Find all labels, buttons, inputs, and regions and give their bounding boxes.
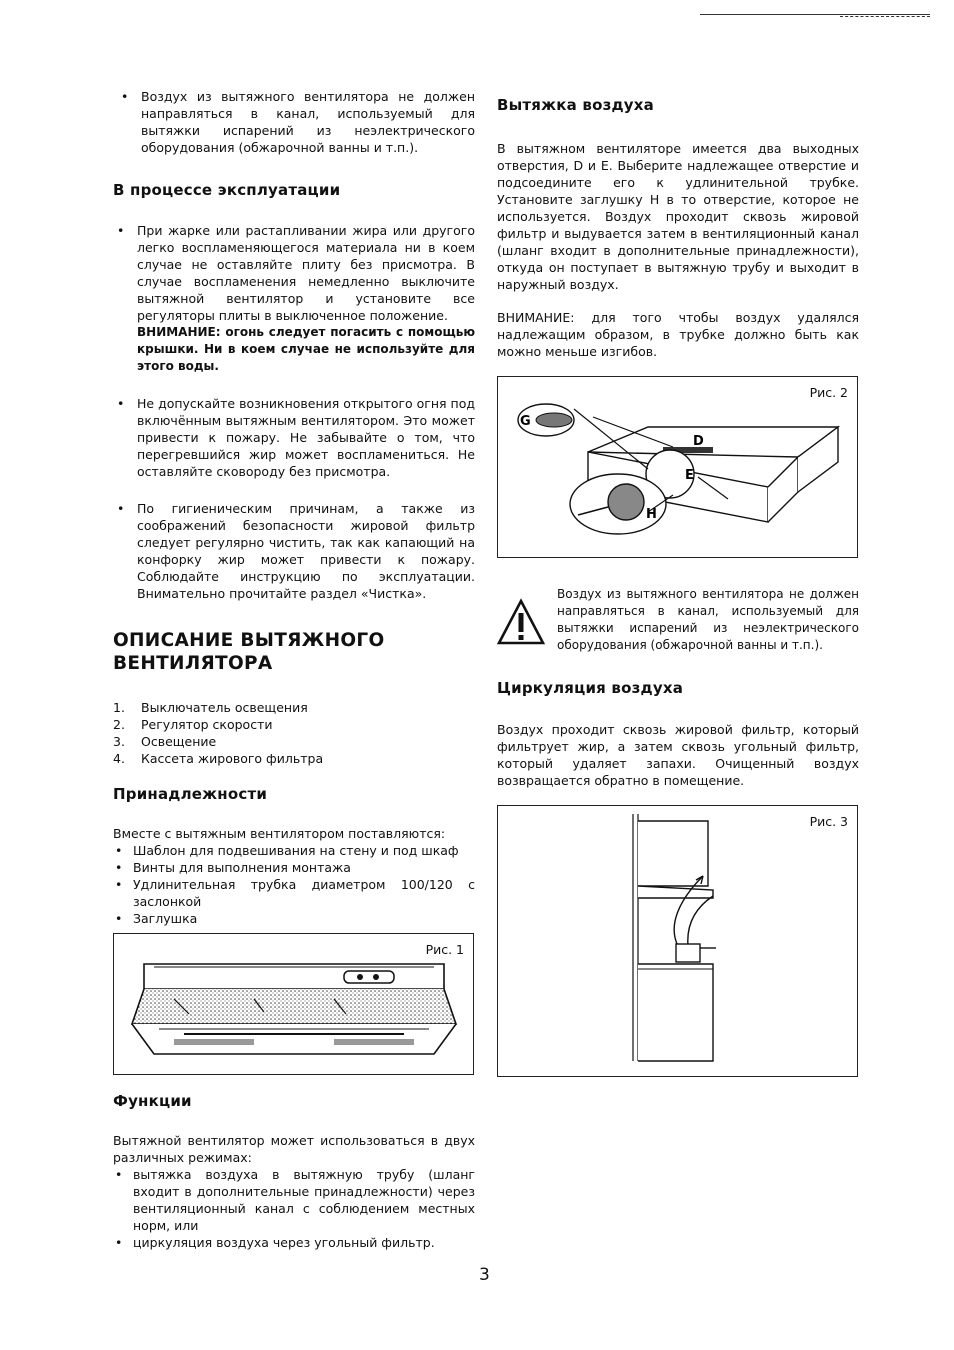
figure-3 <box>497 805 858 1077</box>
header-rule <box>700 14 930 15</box>
warning-text: Воздух из вытяжного вентилятора не должен направляться в канал, используемый для вытяжки испарений из неэлектрического оборудования (обжарочной ванны и т.п.). <box>557 587 859 652</box>
parts-list <box>113 699 475 767</box>
right-column <box>497 97 859 1077</box>
page-number: 3 <box>479 1265 490 1285</box>
function-item: • циркуляция воздуха через угольный фильтр. <box>113 1234 475 1251</box>
hood-front-illustration <box>114 934 472 1072</box>
figure-3-label: Рис. 3 <box>809 814 848 829</box>
outlet-letter-h: H <box>646 507 657 522</box>
extraction-heading: Вытяжка воздуха <box>497 96 654 114</box>
function-item: • вытяжка воздуха в вытяжную трубу (шланг входит в дополнительные принадлежности) через вентиляционный канал с соблюдением местных норм, или <box>113 1166 475 1234</box>
operation-bullet-1 <box>113 222 475 375</box>
warning-block <box>497 588 859 654</box>
hood-circulation-illustration <box>498 806 856 1074</box>
accessories-list <box>113 842 475 927</box>
left-column <box>113 88 475 1251</box>
figure-2 <box>497 376 858 558</box>
operation-bullet-3: • По гигиеническим причинам, а также из соображений безопасности жировой фильтр следует регулярно чистить, так как капающий на конфорку жир может привести к пожару. Соблюдайте инструкцию по эксплуатации. Внимательно прочитайте раздел «Чистка». <box>113 500 475 602</box>
extraction-note: ВНИМАНИЕ: для того чтобы воздух удалялся надлежащим образом, в трубке должно быть как можно меньше изгибов. <box>497 310 859 359</box>
circulation-heading: Циркуляция воздуха <box>497 679 684 697</box>
functions-list <box>113 1166 475 1251</box>
description-heading: ОПИСАНИЕ ВЫТЯЖНОГО ВЕНТИЛЯТОРА <box>113 630 385 674</box>
outlet-letter-d: D <box>693 434 704 449</box>
functions-intro: Вытяжной вентилятор может использоваться в двух различных режимах: <box>113 1133 475 1165</box>
warning-triangle-icon <box>497 598 545 646</box>
figure-2-label: Рис. 2 <box>809 385 848 400</box>
accessory-item: • Заглушка <box>113 910 475 927</box>
circulation-text: Воздух проходит сквозь жировой фильтр, который фильтрует жир, а затем сквозь угольный фильтр, который удаляет запахи. Очищенный воздух возвращается обратно в помещение. <box>497 722 859 788</box>
accessory-item: • Винты для выполнения монтажа <box>113 859 475 876</box>
operation-heading: В процессе эксплуатации <box>113 181 341 199</box>
operation-bullet-text: При жарке или растапливании жира или другого легко воспламеняющегося материала ни в коем случае не оставляйте плиту без присмотра. В случае воспламенения немедленно выключите вытяжной вентилятор и установите все регуляторы плиты в выключенное положение. <box>137 223 475 323</box>
functions-heading: Функции <box>113 1092 192 1110</box>
extraction-text: В вытяжном вентиляторе имеется два выходных отверстия, D и E. Выберите надлежащее отверстие и подсоедините его к удлинительной трубке. Установите заглушку H в то отверстие, которое не используется. Воздух проходит сквозь жировой фильтр и выдувается затем в вентиляционный канал (шланг входит в дополнительные принадлежности), откуда он поступает в вытяжную трубу и выходит в наружный воздух. <box>497 141 859 292</box>
accessory-item: • Шаблон для подвешивания на стену и под шкаф <box>113 842 475 859</box>
outlet-letter-e: E <box>685 468 694 483</box>
accessories-intro: Вместе с вытяжным вентилятором поставляются: <box>113 826 446 841</box>
outlet-letter-g: G <box>520 414 531 429</box>
hood-outlets-illustration <box>498 377 856 555</box>
operation-bullet-2: • Не допускайте возникновения открытого огня под включённым вытяжным вентилятором. Это может привести к пожару. Не забывайте о том, что перегревшийся жир может воспламениться. Не оставляйте сковороду без присмотра. <box>113 395 475 480</box>
fire-warning: ВНИМАНИЕ: огонь следует погасить с помощью крышки. Ни в коем случае не используйте для этого воды. <box>137 325 475 373</box>
accessories-heading: Принадлежности <box>113 785 268 803</box>
parts-item: 2. Регулятор скорости <box>113 717 273 732</box>
operation-list <box>113 222 475 602</box>
intro-list <box>117 88 475 156</box>
parts-item: 1. Выключатель освещения <box>113 700 308 715</box>
figure-1 <box>113 933 474 1075</box>
header-rule-dashed <box>840 16 930 17</box>
parts-item: 4. Кассета жирового фильтра <box>113 751 324 766</box>
accessory-item: • Удлинительная трубка диаметром 100/120 с заслонкой <box>113 876 475 910</box>
parts-item: 3. Освещение <box>113 734 217 749</box>
intro-bullet: • Воздух из вытяжного вентилятора не должен направляться в канал, используемый для вытяжки испарений из неэлектрического оборудования (обжарочной ванны и т.п.). <box>117 88 475 156</box>
figure-1-label: Рис. 1 <box>425 942 464 957</box>
